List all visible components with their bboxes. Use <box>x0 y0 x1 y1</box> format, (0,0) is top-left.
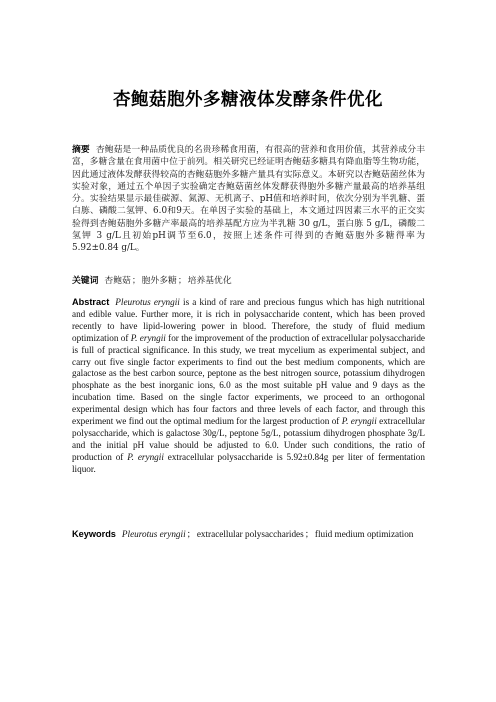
abstract-text-segment: for the improvement of the production of extracellular polysaccharide is full of practical significance. In this study, we treat mycelium as experimental subject, and carry out five single factor experiments to find out the best medium components, which are galactose as the best carbon source, peptone as the best nitrogen source, potassium dihydrogen phosphate as the best inorganic ions, 6.0 as the most suitable pH value and 9 days as the incubation time. Based on the single factor experiments, we proceed to an orthogonal experimental design which has four factors and three levels of each factor, and through this experiment we find out the optimal medium for the largest production of <box>72 332 426 427</box>
paper-title: 杏鲍菇胞外多糖液体发酵条件优化 <box>113 90 383 110</box>
abstract-text-segment: extracellular polysaccharide is 5.92±0.84g per liter of fermentation liquor. <box>72 451 425 474</box>
keyword-separator: ； <box>177 276 187 286</box>
abstract-text-segment: P. eryngii <box>130 332 166 343</box>
english-keyword: fluid medium optimization <box>314 529 414 539</box>
abstract-text-segment: Pleurotus eryngii <box>115 297 180 307</box>
english-keyword: Pleurotus eryngii <box>121 529 186 539</box>
english-keyword: extracellular polysaccharides <box>196 529 304 539</box>
english-keywords-label: Keywords <box>72 529 116 539</box>
chinese-keywords <box>72 275 425 287</box>
english-abstract <box>72 297 425 476</box>
abstract-text-segment: is a kind of rare and precious fungus which has high nutritional and edible value. Further more, it is rich in polysaccharide content, which has been proved recently to have lipid-lowering power in blood. Therefore, the study of fluid medium optimization of <box>72 297 425 343</box>
english-abstract-label: Abstract <box>72 297 110 307</box>
keyword-separator: ； <box>186 529 196 539</box>
keyword-separator: ； <box>304 529 314 539</box>
chinese-abstract-text: 杏鲍菇是一种品质优良的名贵珍稀食用菌，有很高的营养和食用价值，其营养成分丰富，多糖含量在食用菌中位于前列。相关研究已经证明杏鲍菇多糖具有降血脂等生物功能，因此通过液体发酵获得较高的杏鲍菇胞外多糖产量具有实际意义。本研究以杏鲍菇菌丝体为实验对象，通过五个单因子实验确定杏鲍菇菌丝体发酵获得胞外多糖产量最高的培养基组分。实验结果显示最佳碳源、氮源、无机离子、pH值和培养时间，依次分别为半乳糖、蛋白胨、磷酸二氢钾、6.0和9天。在单因子实验的基础上，本文通过四因素三水平的正交实验得到杏鲍菇胞外多糖产率最高的培养基配方应为半乳糖 30 g/L，蛋白胨 5 g/L，磷酸二氢钾 3 g/L且初始pH调节至6.0，按照上述条件可得到的杏鲍菇胞外多糖得率为 5.92±0.84 g/L。 <box>72 145 425 254</box>
abstract-text-segment: P. eryngii <box>341 416 377 427</box>
chinese-abstract-label: 摘要 <box>72 145 90 155</box>
abstract-text-segment: P. eryngii <box>127 451 164 462</box>
chinese-keyword: 杏鲍菇 <box>104 276 131 286</box>
chinese-keyword: 胞外多糖 <box>141 276 177 286</box>
abstract-text-segment: extracellular polysaccharide, which is galactose 30g/L, peptone 5g/L, potassium dihydrogen phosphate 3g/L and the initial pH value should be adjusted to 6.0. Under such conditions, the ratio of production of <box>72 416 426 462</box>
keyword-separator: ； <box>131 276 141 286</box>
english-keywords <box>72 528 425 540</box>
chinese-keywords-label: 关键词 <box>72 276 99 286</box>
chinese-keyword: 培养基优化 <box>187 276 232 286</box>
chinese-abstract <box>72 144 425 255</box>
